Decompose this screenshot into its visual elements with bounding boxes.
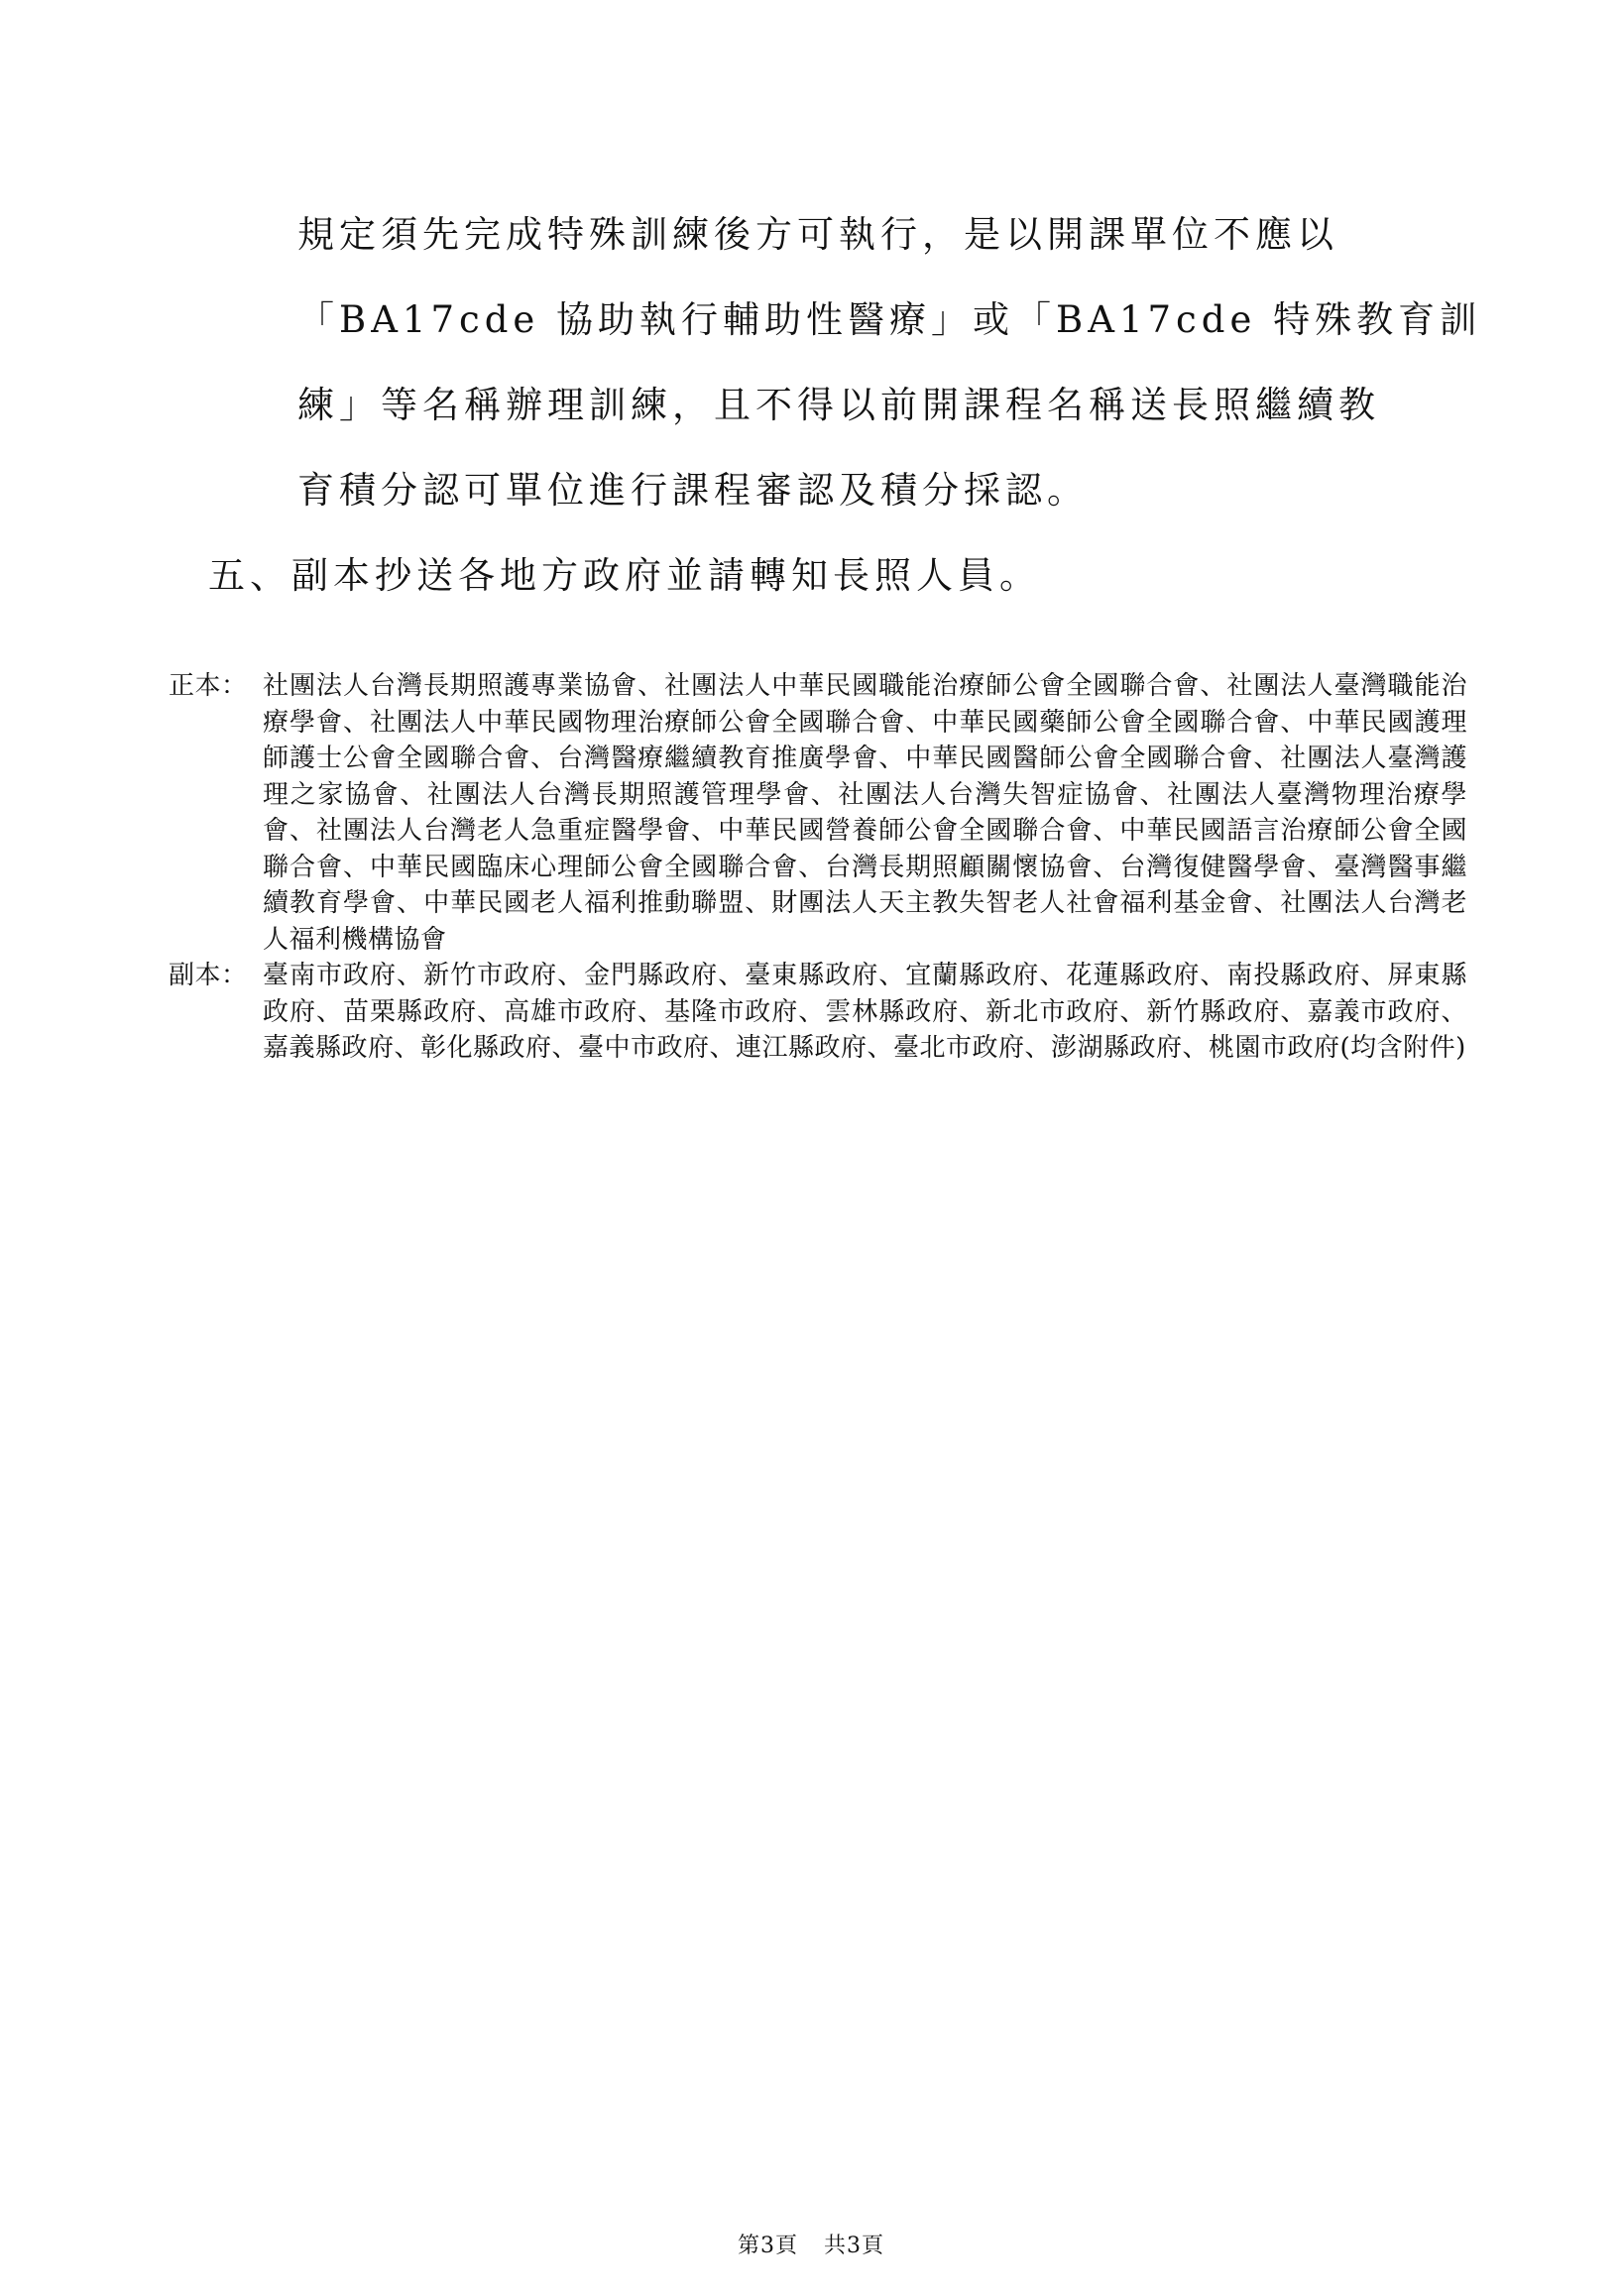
copy-recipients-row: [169, 958, 1467, 1067]
copy-recipients: 臺南市政府、新竹市政府、金門縣政府、臺東縣政府、宜蘭縣政府、花蓮縣政府、南投縣政府、屏東縣政府、苗栗縣政府、高雄市政府、基隆市政府、雲林縣政府、新北市政府、新竹縣政府、嘉義市政府、嘉義縣政府、彰化縣政府、臺中市政府、連江縣政府、臺北市政府、澎湖縣政府、桃園市政府(均含附件): [263, 961, 1467, 1063]
original-recipients: 社團法人台灣長期照護專業協會、社團法人中華民國職能治療師公會全國聯合會、社團法人臺灣職能治療學會、社團法人中華民國物理治療師公會全國聯合會、中華民國藥師公會全國聯合會、中華民國護理師護士公會全國聯合會、台灣醫療繼續教育推廣學會、中華民國醫師公會全國聯合會、社團法人臺灣護理之家協會、社團法人台灣長期照護管理學會、社團法人台灣失智症協會、社團法人臺灣物理治療學會、社團法人台灣老人急重症醫學會、中華民國營養師公會全國聯合會、中華民國語言治療師公會全國聯合會、中華民國臨床心理師公會全國聯合會、台灣長期照顧關懷協會、台灣復健醫學會、臺灣醫事繼續教育學會、中華民國老人福利推動聯盟、財團法人天主教失智老人社會福利基金會、社團法人台灣老人福利機構協會: [263, 671, 1467, 955]
section-five: 五、副本抄送各地方政府並請轉知長照人員。: [208, 554, 1041, 597]
paragraph-line-2: 「BA17cde 協助執行輔助性醫療」或「BA17cde 特殊教育訓: [297, 298, 1482, 341]
copy-label: 副本：: [169, 961, 248, 990]
paragraph-line-3: 練」等名稱辦理訓練，且不得以前開課程名稱送長照繼續教: [297, 384, 1380, 426]
distribution-block: [169, 668, 1467, 1067]
paragraph-line-1: 規定須先完成特殊訓練後方可執行，是以開課單位不應以: [297, 213, 1338, 256]
page-footer: [0, 2233, 1622, 2260]
page-number: 第3頁: [738, 2234, 798, 2258]
original-recipients-row: [169, 668, 1467, 958]
paragraph-line-4: 育積分認可單位進行課程審認及積分採認。: [297, 469, 1089, 512]
original-label: 正本：: [169, 671, 248, 701]
page-total: 共3頁: [824, 2234, 884, 2258]
